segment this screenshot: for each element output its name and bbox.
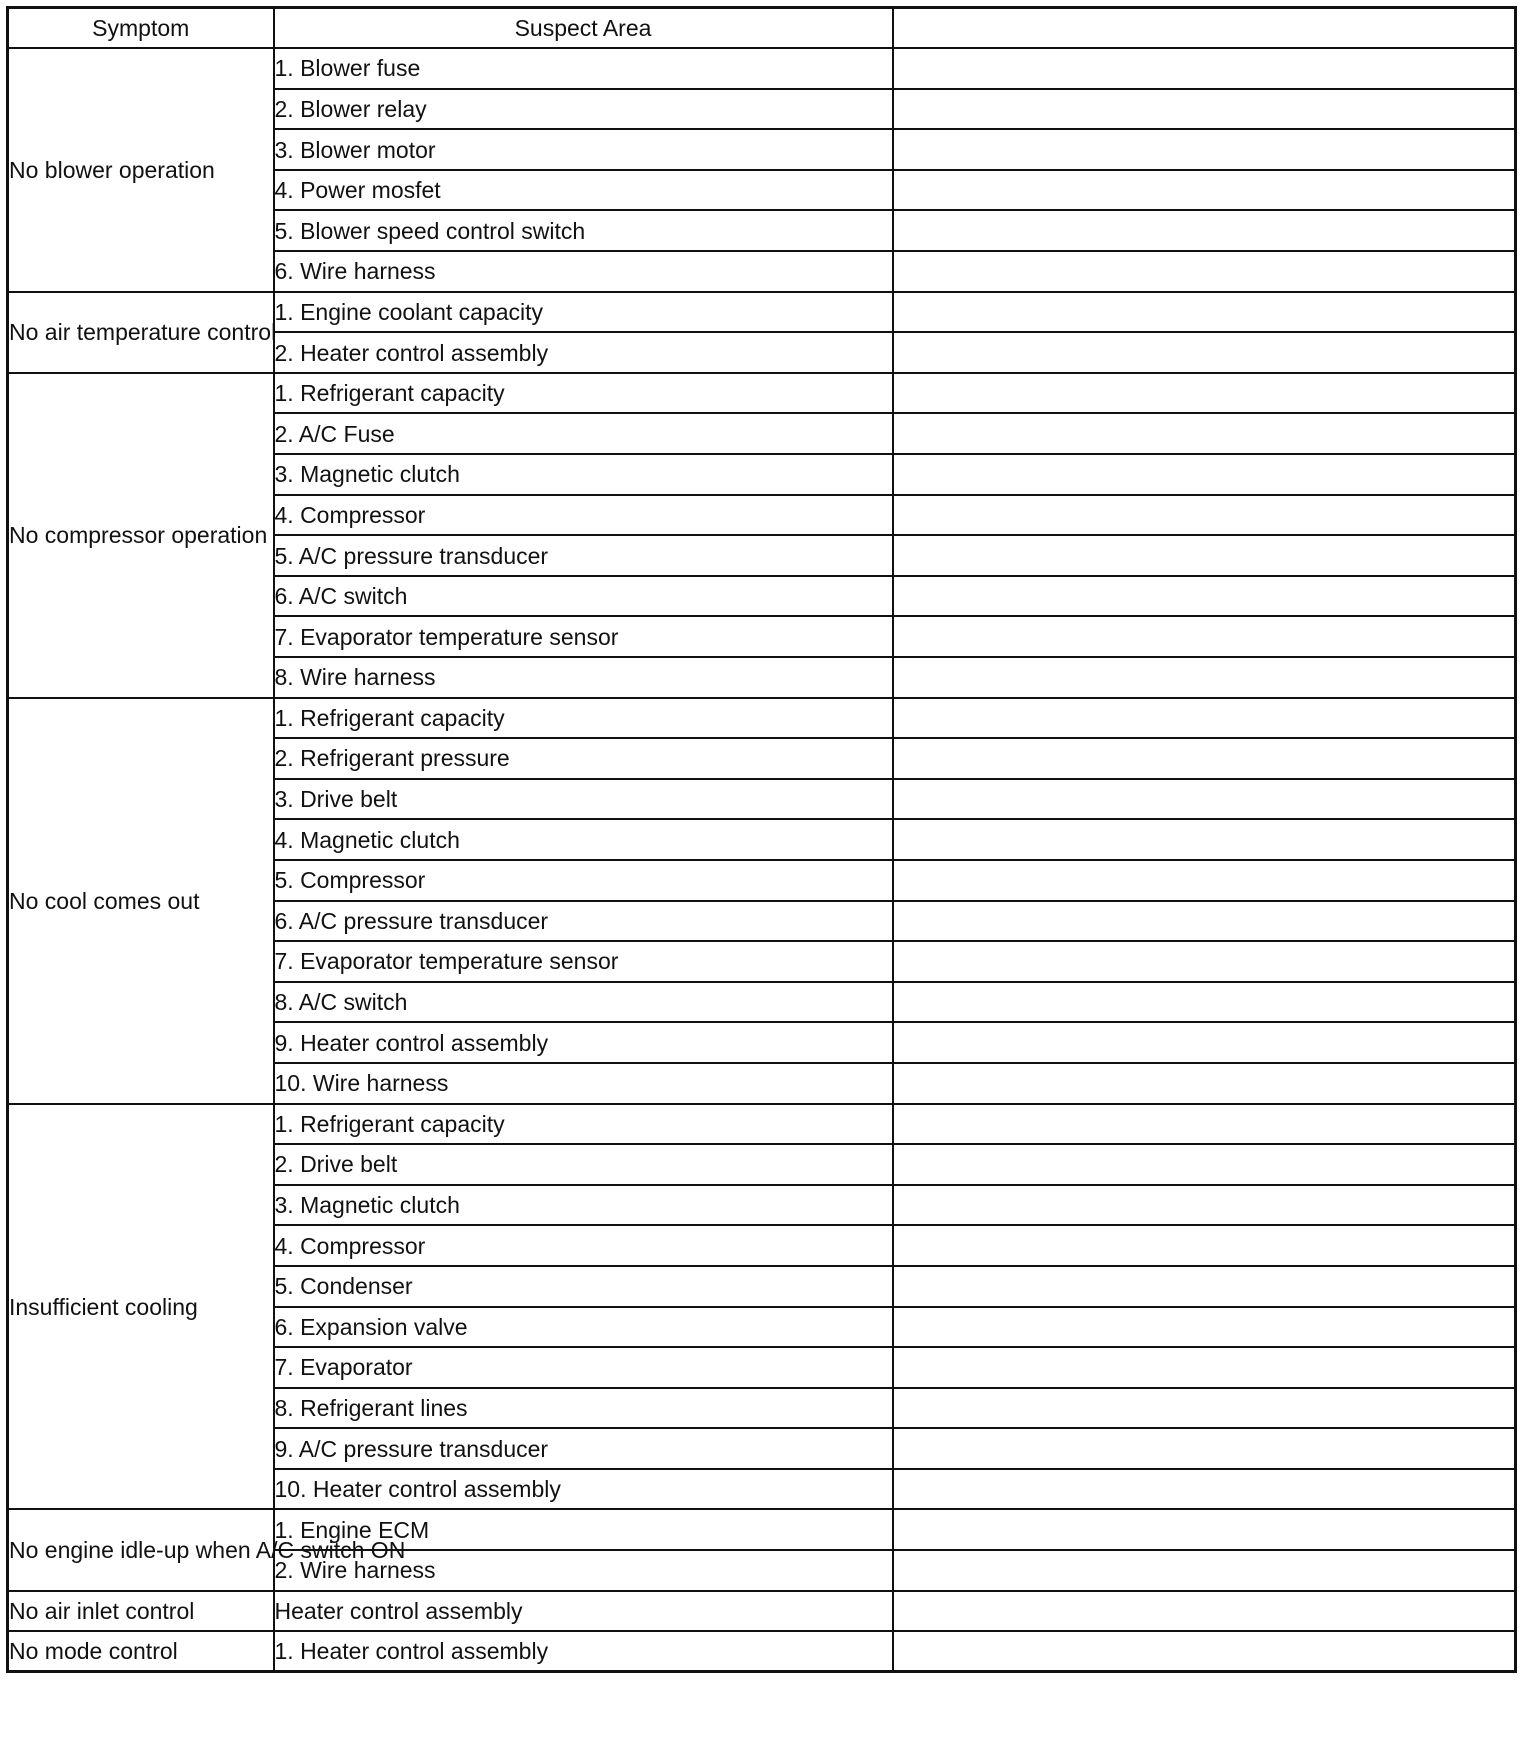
blank-cell bbox=[893, 941, 1516, 982]
blank-cell bbox=[893, 1428, 1516, 1469]
symptom-cell: No air temperature control bbox=[8, 292, 274, 373]
blank-cell bbox=[893, 170, 1516, 211]
suspect-area-cell: 4. Compressor bbox=[274, 495, 893, 536]
blank-cell bbox=[893, 982, 1516, 1023]
table-row bbox=[8, 1591, 1516, 1632]
blank-cell bbox=[893, 1307, 1516, 1348]
suspect-area-cell: 9. Heater control assembly bbox=[274, 1022, 893, 1063]
suspect-area-cell: 1. Engine coolant capacity bbox=[274, 292, 893, 333]
blank-cell bbox=[893, 738, 1516, 779]
suspect-area-cell: 6. A/C pressure transducer bbox=[274, 901, 893, 942]
table-body bbox=[8, 48, 1516, 1672]
blank-cell bbox=[893, 1550, 1516, 1591]
blank-cell bbox=[893, 495, 1516, 536]
blank-cell bbox=[893, 576, 1516, 617]
suspect-area-cell: 4. Power mosfet bbox=[274, 170, 893, 211]
suspect-area-cell: 6. A/C switch bbox=[274, 576, 893, 617]
symptom-cell: No blower operation bbox=[8, 48, 274, 292]
table-row bbox=[8, 292, 1516, 333]
blank-cell bbox=[893, 373, 1516, 414]
symptom-cell: No mode control bbox=[8, 1631, 274, 1672]
suspect-area-cell: 6. Expansion valve bbox=[274, 1307, 893, 1348]
blank-cell bbox=[893, 1631, 1516, 1672]
suspect-area-cell: 2. Blower relay bbox=[274, 89, 893, 130]
blank-cell bbox=[893, 89, 1516, 130]
blank-cell bbox=[893, 1104, 1516, 1145]
suspect-area-cell: 1. Refrigerant capacity bbox=[274, 698, 893, 739]
symptom-cell: No compressor operation bbox=[8, 373, 274, 698]
suspect-area-cell: 3. Magnetic clutch bbox=[274, 1185, 893, 1226]
suspect-area-cell: 2. Wire harness bbox=[274, 1550, 893, 1591]
table-row bbox=[8, 1104, 1516, 1145]
blank-cell bbox=[893, 616, 1516, 657]
symptom-cell: Insufficient cooling bbox=[8, 1104, 274, 1510]
table-row bbox=[8, 698, 1516, 739]
blank-cell bbox=[893, 1144, 1516, 1185]
suspect-area-cell: Heater control assembly bbox=[274, 1591, 893, 1632]
suspect-area-cell: 8. Wire harness bbox=[274, 657, 893, 698]
blank-cell bbox=[893, 535, 1516, 576]
table-row bbox=[8, 373, 1516, 414]
blank-cell bbox=[893, 901, 1516, 942]
suspect-area-cell: 7. Evaporator temperature sensor bbox=[274, 941, 893, 982]
troubleshooting-table bbox=[6, 6, 1517, 1673]
header-row bbox=[8, 8, 1516, 49]
suspect-area-cell: 8. A/C switch bbox=[274, 982, 893, 1023]
suspect-area-cell: 5. Compressor bbox=[274, 860, 893, 901]
suspect-area-cell: 7. Evaporator bbox=[274, 1347, 893, 1388]
suspect-area-cell: 4. Compressor bbox=[274, 1225, 893, 1266]
suspect-area-cell: 3. Blower motor bbox=[274, 129, 893, 170]
blank-cell bbox=[893, 251, 1516, 292]
suspect-area-cell: 10. Heater control assembly bbox=[274, 1469, 893, 1510]
blank-cell bbox=[893, 332, 1516, 373]
blank-cell bbox=[893, 819, 1516, 860]
blank-cell bbox=[893, 1063, 1516, 1104]
suspect-area-cell: 2. A/C Fuse bbox=[274, 413, 893, 454]
header-symptom: Symptom bbox=[8, 8, 274, 49]
suspect-area-cell: 3. Magnetic clutch bbox=[274, 454, 893, 495]
blank-cell bbox=[893, 1469, 1516, 1510]
suspect-area-cell: 2. Heater control assembly bbox=[274, 332, 893, 373]
symptom-cell: No cool comes out bbox=[8, 698, 274, 1104]
blank-cell bbox=[893, 1225, 1516, 1266]
header-suspect-area: Suspect Area bbox=[274, 8, 893, 49]
suspect-area-cell: 6. Wire harness bbox=[274, 251, 893, 292]
suspect-area-cell: 1. Blower fuse bbox=[274, 48, 893, 89]
blank-cell bbox=[893, 454, 1516, 495]
symptom-cell: No air inlet control bbox=[8, 1591, 274, 1632]
suspect-area-cell: 10. Wire harness bbox=[274, 1063, 893, 1104]
table-row bbox=[8, 1509, 1516, 1550]
blank-cell bbox=[893, 413, 1516, 454]
blank-cell bbox=[893, 698, 1516, 739]
blank-cell bbox=[893, 1347, 1516, 1388]
blank-cell bbox=[893, 860, 1516, 901]
blank-cell bbox=[893, 1185, 1516, 1226]
blank-cell bbox=[893, 129, 1516, 170]
blank-cell bbox=[893, 1388, 1516, 1429]
blank-cell bbox=[893, 210, 1516, 251]
suspect-area-cell: 5. A/C pressure transducer bbox=[274, 535, 893, 576]
blank-cell bbox=[893, 1022, 1516, 1063]
suspect-area-cell: 1. Heater control assembly bbox=[274, 1631, 893, 1672]
blank-cell bbox=[893, 1266, 1516, 1307]
suspect-area-cell: 5. Condenser bbox=[274, 1266, 893, 1307]
suspect-area-cell: 1. Refrigerant capacity bbox=[274, 1104, 893, 1145]
suspect-area-cell: 9. A/C pressure transducer bbox=[274, 1428, 893, 1469]
table-row bbox=[8, 1631, 1516, 1672]
blank-cell bbox=[893, 779, 1516, 820]
header-blank bbox=[893, 8, 1516, 49]
suspect-area-cell: 8. Refrigerant lines bbox=[274, 1388, 893, 1429]
document-page bbox=[6, 6, 1514, 1673]
suspect-area-cell: 1. Engine ECM bbox=[274, 1509, 893, 1550]
table-row bbox=[8, 48, 1516, 89]
blank-cell bbox=[893, 657, 1516, 698]
suspect-area-cell: 7. Evaporator temperature sensor bbox=[274, 616, 893, 657]
suspect-area-cell: 5. Blower speed control switch bbox=[274, 210, 893, 251]
blank-cell bbox=[893, 292, 1516, 333]
suspect-area-cell: 1. Refrigerant capacity bbox=[274, 373, 893, 414]
blank-cell bbox=[893, 1591, 1516, 1632]
blank-cell bbox=[893, 48, 1516, 89]
suspect-area-cell: 2. Drive belt bbox=[274, 1144, 893, 1185]
symptom-cell: No engine idle-up when A/C switch ON bbox=[8, 1509, 274, 1590]
suspect-area-cell: 3. Drive belt bbox=[274, 779, 893, 820]
suspect-area-cell: 4. Magnetic clutch bbox=[274, 819, 893, 860]
blank-cell bbox=[893, 1509, 1516, 1550]
suspect-area-cell: 2. Refrigerant pressure bbox=[274, 738, 893, 779]
